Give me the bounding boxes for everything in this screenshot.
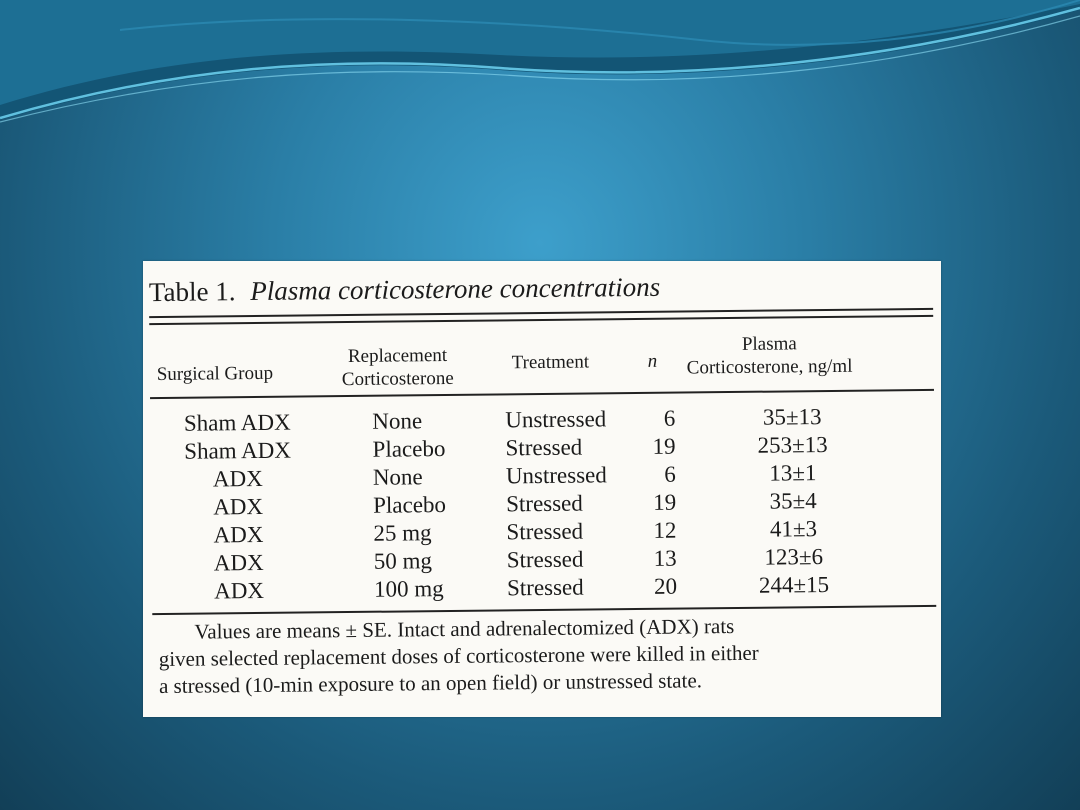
decorative-wave [0, 0, 1080, 130]
cell-replacement: Placebo [373, 492, 447, 518]
cell-treatment: Stressed [506, 518, 584, 545]
cell-n: 13 [653, 545, 677, 571]
cell-plasma: 35±13 [762, 404, 822, 430]
cell-plasma: 35±4 [769, 488, 817, 514]
cell-n: 6 [663, 405, 676, 431]
cell-group: ADX [213, 493, 264, 520]
header-plasma [686, 332, 852, 380]
cell-plasma: 123±6 [764, 544, 824, 570]
header-plasma-line1: Plasma [741, 333, 797, 355]
cell-treatment: Stressed [506, 546, 584, 573]
header-surgical-group: Surgical Group [156, 362, 274, 386]
table-number: Table 1. [148, 276, 236, 308]
cell-replacement: 50 mg [373, 548, 433, 574]
header-replacement-line1: Replacement [347, 344, 448, 368]
cell-plasma: 244±15 [758, 571, 830, 598]
footnote-line: a stressed (10-min exposure to an open field) or unstressed state. [158, 668, 703, 699]
cell-treatment: Stressed [506, 574, 584, 601]
cell-replacement: 25 mg [373, 520, 432, 546]
footnote-line: given selected replacement doses of corticosterone were killed in either [158, 640, 759, 672]
table-title-text: Plasma corticosterone concentrations [250, 271, 661, 307]
footnote-line: Values are means ± SE. Intact and adrenalectomized (ADX) rats [194, 613, 735, 644]
cell-plasma: 13±1 [769, 460, 817, 486]
header-replacement-line2: Corticosterone [341, 367, 454, 391]
cell-n: 20 [653, 573, 678, 599]
cell-n: 6 [664, 461, 676, 487]
cell-n: 19 [652, 433, 676, 459]
cell-replacement: 100 mg [373, 576, 444, 602]
header-replacement [341, 344, 453, 391]
cell-treatment: Unstressed [505, 462, 607, 489]
cell-replacement: None [372, 408, 423, 434]
cell-group: ADX [213, 549, 264, 576]
cell-plasma: 253±13 [757, 432, 828, 458]
scanned-table-image [143, 261, 941, 717]
cell-group: Sham ADX [183, 409, 291, 436]
cell-n: 12 [653, 517, 677, 543]
header-plasma-line2: Corticosterone, ng/ml [686, 355, 853, 379]
table-body [142, 403, 942, 607]
cell-group: ADX [213, 577, 265, 604]
header-treatment: Treatment [511, 351, 590, 374]
cell-replacement: Placebo [372, 436, 446, 462]
cell-group: ADX [212, 465, 263, 492]
cell-treatment: Stressed [505, 434, 583, 461]
cell-treatment: Stressed [506, 490, 583, 517]
cell-replacement: None [372, 464, 423, 490]
header-n: n [647, 350, 658, 372]
table-title [149, 272, 661, 308]
table-footnote [158, 611, 939, 700]
cell-group: Sham ADX [184, 437, 292, 464]
header-rule [150, 389, 934, 399]
cell-n: 19 [653, 489, 677, 515]
cell-plasma: 41±3 [769, 516, 818, 542]
cell-group: ADX [213, 521, 264, 548]
cell-treatment: Unstressed [505, 406, 607, 433]
